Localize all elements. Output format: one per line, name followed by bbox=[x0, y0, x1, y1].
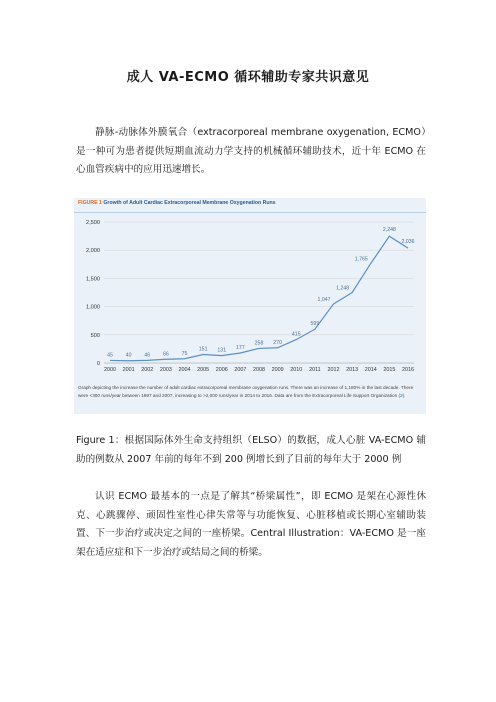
figure-number: FIGURE 1 bbox=[78, 200, 102, 206]
figure-caption-en bbox=[78, 384, 418, 399]
x-tick-label: 2004 bbox=[178, 367, 191, 373]
data-label: 270 bbox=[273, 339, 282, 346]
x-tick-label: 2001 bbox=[122, 367, 135, 373]
x-tick-label: 2000 bbox=[104, 367, 116, 373]
figure-panel bbox=[74, 198, 426, 414]
intro-paragraph: 静脉-动脉体外膜氧合（extracorporeal membrane oxygenation, ECMO）是一种可为患者提供短期血流动力学支持的机械循环辅助技术，近十年 ECMO 在心血管疾病中的应用迅速增长。 bbox=[76, 127, 426, 175]
x-tick-label: 2016 bbox=[402, 367, 414, 373]
data-label: 151 bbox=[198, 346, 208, 353]
y-tick-label: 1,500 bbox=[86, 276, 100, 283]
ecmo-growth-chart bbox=[74, 212, 426, 384]
y-tick-label: 1,000 bbox=[86, 304, 100, 311]
x-tick-label: 2013 bbox=[346, 367, 359, 373]
data-label: 1,047 bbox=[317, 296, 331, 303]
data-label: 1,765 bbox=[354, 256, 368, 263]
x-tick-label: 2014 bbox=[364, 367, 377, 373]
x-tick-label: 2010 bbox=[290, 367, 303, 373]
x-tick-label: 2009 bbox=[271, 367, 284, 373]
x-tick-label: 2002 bbox=[141, 367, 154, 373]
x-tick-label: 2005 bbox=[197, 367, 210, 373]
figure-header bbox=[74, 198, 426, 212]
figure-caption-text: Graph depicting the increase the number of adult cardiac extracorporeal membrane oxygenation runs. There was an increase of 1,180% in the last decade. There were <300 runs/year between 1997 and 2007, increasing to >2,000 runs/year in 2014 to 2016. Data are from the Extracorporeal Life Support Organization bbox=[78, 385, 414, 398]
data-label: 75 bbox=[181, 350, 188, 357]
data-label: 177 bbox=[236, 345, 245, 352]
document-title: 成人 VA-ECMO 循环辅助专家共识意见 bbox=[126, 70, 370, 85]
y-tick-label: 2,500 bbox=[86, 220, 100, 226]
figure-label bbox=[78, 200, 276, 206]
y-tick-label: 0 bbox=[96, 361, 100, 367]
x-tick-label: 2011 bbox=[309, 367, 321, 373]
x-tick-label: 2006 bbox=[215, 367, 228, 373]
y-tick-label: 500 bbox=[90, 332, 100, 339]
data-label: 40 bbox=[125, 352, 132, 359]
x-tick-label: 2003 bbox=[159, 367, 172, 373]
data-label: 131 bbox=[217, 347, 227, 354]
data-label: 2,036 bbox=[401, 239, 415, 246]
data-label: 45 bbox=[107, 352, 113, 359]
data-label: 599 bbox=[310, 321, 320, 328]
bridge-paragraph: 认识 ECMO 最基本的一点是了解其“桥梁属性”，即 ECMO 是架在心源性休克、心跳骤停、顽固性室性心律失常等与功能恢复、心脏移植或长期心室辅助装置、下一步治疗或决定之间的一座桥梁。Central Illustration：VA-ECMO 是一座架在适应症和下一步治疗或结局之间的桥梁。 bbox=[76, 491, 426, 558]
x-tick-label: 2007 bbox=[234, 367, 247, 373]
figure-caption-reference[interactable]: (2). bbox=[398, 392, 406, 398]
y-tick-label: 2,000 bbox=[86, 248, 100, 255]
data-label: 258 bbox=[254, 340, 264, 347]
x-tick-label: 2012 bbox=[327, 367, 340, 373]
data-label: 2,248 bbox=[382, 227, 396, 234]
data-label: 1,248 bbox=[336, 285, 350, 292]
figure-caption-zh: Figure 1：根据国际体外生命支持组织（ELSO）的数据，成人心脏 VA-ECMO 辅助的例数从 2007 年前的每年不到 200 例增长到了目前的每年大于 2000 例 bbox=[76, 435, 426, 465]
x-tick-label: 2008 bbox=[253, 367, 265, 373]
data-label: 66 bbox=[162, 351, 169, 358]
x-tick-label: 2015 bbox=[383, 367, 396, 373]
data-label: 46 bbox=[144, 352, 151, 359]
data-label: 415 bbox=[291, 331, 301, 338]
figure-title: Growth of Adult Cardiac Extracorporeal Membrane Oxygenation Runs bbox=[103, 200, 276, 206]
